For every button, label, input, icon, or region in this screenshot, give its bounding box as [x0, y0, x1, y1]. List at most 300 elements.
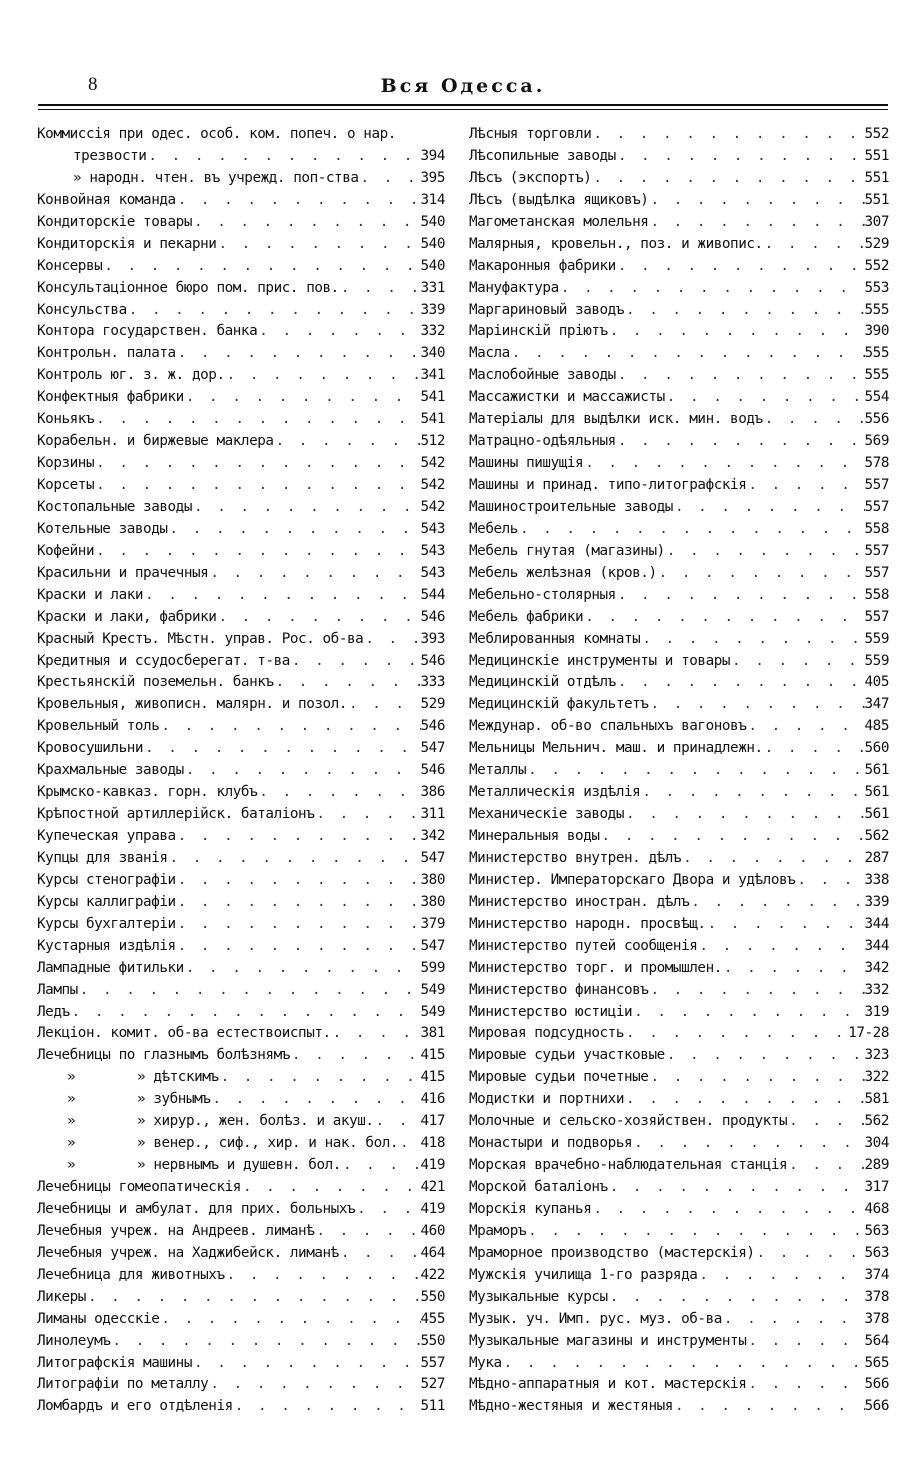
index-entry [469, 1374, 889, 1396]
leader-dots [219, 1067, 421, 1089]
entry-page-number: 551 [864, 191, 889, 208]
entry-page-number: 341 [420, 367, 445, 384]
leader-dots [78, 980, 421, 1002]
entry-page-number: 581 [864, 1091, 889, 1108]
index-entry [469, 914, 889, 936]
entry-label: Крестьянскій поземельн. банкъ [37, 674, 274, 691]
leader-dots [640, 629, 864, 651]
page-number: 8 [88, 74, 98, 95]
leader-dots [632, 1133, 864, 1155]
entry-label: Министерство народн. просвѣщ. [469, 915, 706, 932]
entry-label: Коньякъ [37, 411, 95, 428]
entry-label: Морской баталіонъ [469, 1179, 608, 1195]
index-entry [37, 1045, 445, 1067]
index-entry [37, 343, 445, 365]
entry-page-number: 569 [864, 433, 889, 450]
entry-label: Лечебница для животныхъ [37, 1266, 225, 1283]
entry-label: Ледъ [37, 1003, 70, 1020]
leader-dots [374, 1111, 421, 1133]
leader-dots [648, 1067, 864, 1089]
entry-label: Лѣсъ (экспортъ) [469, 169, 592, 186]
leader-dots [591, 124, 864, 146]
entry-page-number: 542 [420, 498, 445, 515]
leader-dots [624, 804, 865, 826]
leader-dots [168, 848, 421, 870]
entry-page-number: 332 [420, 323, 445, 340]
entry-page-number: 405 [864, 674, 889, 691]
entry-page-number: 347 [864, 696, 889, 713]
leader-dots [624, 300, 865, 322]
index-entry [469, 1199, 889, 1221]
index-entry [469, 453, 889, 475]
entry-label: Лечебницы и амбулат. для прих. больныхъ [37, 1200, 356, 1217]
entry-page-number: 543 [420, 542, 445, 559]
leader-dots [102, 256, 420, 278]
index-entry [37, 519, 445, 541]
index-entry [469, 541, 889, 563]
entry-label: Музык. уч. Имп. рус. муз. об-ва [469, 1310, 722, 1327]
entry-label: Министерство финансовъ [469, 981, 649, 998]
entry-label: Модистки и портнихи [469, 1091, 624, 1108]
entry-page-number: 566 [864, 1398, 889, 1415]
index-entry [469, 387, 889, 409]
index-entry [469, 585, 889, 607]
leader-dots [746, 716, 864, 738]
index-entry [37, 1331, 445, 1353]
entry-page-number: 17-28 [848, 1025, 889, 1042]
entry-page-number: 599 [420, 959, 445, 976]
leader-dots [192, 212, 421, 234]
entry-page-number: 558 [864, 520, 889, 537]
index-entry [469, 1243, 889, 1265]
entry-label: Малярныя, кровельн., поз. и живопис. [469, 235, 763, 252]
entry-page-number: 317 [864, 1179, 889, 1195]
leader-dots [763, 409, 865, 431]
index-entry [469, 804, 889, 826]
leader-dots [787, 1155, 864, 1177]
leader-dots [192, 1353, 421, 1375]
entry-page-number: 380 [420, 871, 445, 888]
index-entry [37, 1089, 445, 1111]
index-entry [469, 1111, 889, 1133]
entry-page-number: 339 [864, 893, 889, 910]
entry-label: Макаронныя фабрики [469, 257, 616, 274]
index-entry [37, 848, 445, 870]
index-entry [37, 431, 445, 453]
entry-page-number: 541 [420, 389, 445, 406]
leader-dots [176, 936, 421, 958]
index-entry [37, 212, 445, 234]
leader-dots [746, 1374, 864, 1396]
entry-label: Костопальные заводы [37, 498, 192, 515]
leader-dots [510, 343, 865, 365]
entry-label: Красильни и прачечныя [37, 564, 209, 581]
entry-page-number: 540 [420, 235, 445, 252]
leader-dots [176, 190, 421, 212]
entry-sublabel: » нервнымъ и душевн. бол. [137, 1157, 341, 1174]
index-entry [37, 1111, 445, 1133]
entry-label: Мѣдно-аппаратныя и кот. мастерскія [469, 1376, 747, 1393]
entry-page-number: 311 [420, 806, 445, 823]
entry-page-number: 549 [420, 1003, 445, 1020]
index-entry [37, 453, 445, 475]
index-entry [37, 387, 445, 409]
index-entry [469, 519, 889, 541]
leader-dots [257, 782, 420, 804]
entry-page-number: 378 [864, 1288, 889, 1305]
entry-page-number: 559 [864, 630, 889, 647]
entry-page-number: 557 [864, 608, 889, 625]
entry-label: Корабельн. и биржевые маклера [37, 433, 274, 450]
entry-page-number: 342 [420, 828, 445, 844]
entry-page-number: 552 [864, 257, 889, 274]
leader-dots [339, 1243, 421, 1265]
index-entry [37, 1396, 445, 1418]
entry-page-number: 322 [864, 1069, 889, 1086]
entry-label: Кредитныя и ссудосберегат. т-ва [37, 652, 290, 669]
leader-dots [665, 541, 865, 563]
entry-page-number: 550 [420, 1332, 445, 1349]
entry-label: Мужскія училища 1-го разряда [469, 1266, 698, 1283]
entry-label: Кровельныя, живописн. малярн. и позол. [37, 696, 347, 713]
leader-dots [722, 958, 865, 980]
entry-page-number: 455 [420, 1310, 445, 1327]
leader-dots [526, 760, 864, 782]
index-entry [469, 1133, 889, 1155]
entry-label: Междунар. об-во спальныхъ вагоновъ [469, 718, 747, 735]
entry-label: Коммиссія при одес. особ. ком. попеч. о нар. [37, 126, 396, 142]
entry-page-number: 378 [864, 1310, 889, 1327]
entry-page-number: 332 [864, 981, 889, 998]
entry-label: Медицинскіе инструменты и товары [469, 652, 731, 669]
entry-label: Магометанская молельня [469, 213, 649, 230]
leader-dots [331, 1023, 421, 1045]
entry-page-number: 418 [420, 1135, 445, 1152]
entry-page-number: 419 [420, 1157, 445, 1174]
index-entry [37, 190, 445, 212]
entry-label: Кондиторскіе товары [37, 213, 192, 230]
entry-label: Котельные заводы [37, 520, 168, 537]
entry-label: Лампы [37, 981, 78, 998]
entry-label [67, 1133, 398, 1155]
index-entry [37, 804, 445, 826]
index-entry [37, 1353, 445, 1375]
entry-page-number: 557 [864, 477, 889, 493]
index-entry [37, 651, 445, 673]
leader-dots [559, 278, 865, 300]
index-entry [469, 321, 889, 343]
ditto-mark: » [67, 1113, 76, 1130]
ditto-mark: » [67, 1157, 76, 1174]
index-entry [37, 958, 445, 980]
leader-dots [94, 541, 420, 563]
index-entry [469, 1002, 889, 1024]
entry-page-number: 527 [420, 1376, 445, 1393]
leader-dots [722, 1309, 865, 1331]
entry-label: Ликеры [37, 1288, 86, 1305]
index-entry [469, 431, 889, 453]
entry-page-number: 540 [420, 257, 445, 274]
entry-page-number: 333 [420, 674, 445, 691]
entry-label: Линолеумъ [37, 1332, 111, 1349]
entry-page-number: 562 [864, 828, 889, 844]
leader-dots [502, 1353, 865, 1375]
entry-label: Мельницы Мельнич. маш. и принадлежн. [469, 740, 763, 757]
entry-page-number: 415 [420, 1069, 445, 1086]
leader-dots [681, 848, 864, 870]
entry-page-number: 415 [420, 1047, 445, 1064]
entry-label: Контрольн. палата [37, 345, 176, 362]
entry-label: Мировая подсудность [469, 1025, 624, 1042]
leader-dots [233, 1396, 421, 1418]
leader-dots [274, 672, 421, 694]
leader-dots [314, 804, 420, 826]
leader-dots [591, 168, 864, 190]
index-entry [469, 124, 889, 146]
leader-dots [110, 1331, 420, 1353]
index-entry [37, 1002, 445, 1024]
entry-label: Конфектныя фабрики [37, 389, 184, 406]
entry-page-number: 344 [864, 915, 889, 932]
entry-label: Курсы стенографіи [37, 871, 176, 888]
entry-label: Министерство путей сообщенія [469, 937, 698, 954]
entry-label: Курсы каллиграфіи [37, 893, 176, 910]
entry-label: Министерство юстиціи [469, 1003, 633, 1020]
index-entry [469, 782, 889, 804]
index-entry [469, 212, 889, 234]
entry-label: Мировые судьи почетные [469, 1069, 649, 1086]
entry-page-number: 561 [864, 806, 889, 823]
index-entry [469, 738, 889, 760]
entry-label: Морская врачебно-наблюдательная станція [469, 1157, 788, 1174]
entry-label: Контроль юг. з. ж. дор. [37, 367, 225, 384]
entry-label: Масла [469, 345, 510, 362]
leader-dots [763, 738, 865, 760]
index-entry [469, 936, 889, 958]
index-entry [469, 365, 889, 387]
leader-dots [143, 585, 420, 607]
leader-dots [583, 453, 864, 475]
entry-page-number: 565 [864, 1354, 889, 1371]
entry-label: Министерство внутрен. дѣлъ [469, 849, 682, 866]
index-entry [37, 365, 445, 387]
index-entry [37, 146, 445, 168]
entry-label: Крѣпостной артиллерійск. баталіонъ [37, 806, 315, 823]
index-entry [469, 1331, 889, 1353]
index-entry [469, 607, 889, 629]
entry-page-number: 395 [420, 169, 445, 186]
leader-dots [146, 146, 420, 168]
entry-page-number: 511 [420, 1398, 445, 1415]
entry-label: Мебель гнутая (магазины) [469, 542, 665, 559]
entry-label: Мраморъ [469, 1222, 527, 1239]
entry-page-number: 338 [864, 871, 889, 888]
leader-dots [591, 1199, 864, 1221]
leader-dots [192, 497, 421, 519]
entry-page-number: 550 [420, 1288, 445, 1305]
entry-label: Матеріалы для выдѣлки иск. мин. водъ [469, 411, 763, 428]
entry-label: Кондиторскія и пекарни [37, 235, 217, 252]
index-entry [469, 278, 889, 300]
leader-dots [755, 1243, 865, 1265]
entry-page-number: 547 [420, 740, 445, 757]
index-entry [37, 300, 445, 322]
entry-label: Машины и принад. типо-литографскія [469, 477, 747, 493]
index-entry [469, 1023, 889, 1045]
entry-label: Лѣсъ (выдѣлка ящиковъ) [469, 191, 649, 208]
entry-label [67, 1111, 374, 1133]
leader-dots [127, 300, 421, 322]
entry-page-number: 460 [420, 1222, 445, 1239]
entry-page-number: 558 [864, 586, 889, 603]
leader-dots [176, 892, 421, 914]
entry-page-number: 563 [864, 1244, 889, 1261]
index-entry [469, 190, 889, 212]
entry-page-number: 551 [864, 169, 889, 186]
index-entry [37, 914, 445, 936]
index-entry [469, 1265, 889, 1287]
index-entry [469, 343, 889, 365]
leader-dots [176, 914, 421, 936]
entry-label: Мраморное производство (мастерскія) [469, 1244, 755, 1261]
index-entry [469, 958, 889, 980]
index-entry [37, 694, 445, 716]
entry-page-number: 546 [420, 652, 445, 669]
index-entry [37, 782, 445, 804]
entry-label: Конвойная команда [37, 191, 176, 208]
index-entry [37, 936, 445, 958]
index-entry [37, 892, 445, 914]
index-entry [469, 1396, 889, 1418]
entry-label: Монастыри и подворья [469, 1135, 633, 1152]
leader-dots [314, 1221, 420, 1243]
index-entry [37, 716, 445, 738]
entry-page-number: 394 [420, 147, 445, 164]
index-entry [37, 256, 445, 278]
entry-sublabel: » хирур., жен. болѣз. и акуш. [137, 1113, 374, 1130]
entry-page-number: 340 [420, 345, 445, 362]
index-entry [37, 1067, 445, 1089]
leader-dots [216, 607, 420, 629]
leader-dots [347, 694, 421, 716]
leader-dots [176, 826, 421, 848]
leader-dots [518, 519, 865, 541]
leader-dots [176, 343, 421, 365]
entry-page-number: 374 [864, 1266, 889, 1283]
index-entry [469, 234, 889, 256]
leader-dots [184, 958, 421, 980]
entry-page-number: 417 [420, 1113, 445, 1130]
entry-page-number: 323 [864, 1047, 889, 1064]
index-entry [37, 563, 445, 585]
entry-label: Консервы [37, 257, 103, 274]
entry-label: Лечебницы по глазнымъ болѣзнямъ [37, 1047, 290, 1064]
index-entry [37, 475, 445, 497]
entry-label: Лѣсныя торговли [469, 126, 592, 142]
index-entry [37, 124, 445, 146]
entry-page-number: 529 [864, 235, 889, 252]
leader-dots [168, 519, 421, 541]
leader-dots [355, 1199, 420, 1221]
leader-dots [689, 892, 864, 914]
entry-page-number: 561 [864, 762, 889, 779]
entry-page-number: 419 [420, 1200, 445, 1217]
entry-page-number: 422 [420, 1266, 445, 1283]
entry-label: Министер. Императорскаго Двора и удѣловъ [469, 871, 796, 888]
entry-page-number: 555 [864, 367, 889, 384]
entry-page-number: 546 [420, 718, 445, 735]
index-entry [469, 168, 889, 190]
entry-page-number: 557 [864, 498, 889, 515]
index-entry [37, 321, 445, 343]
ditto-mark: » [67, 1135, 76, 1152]
entry-page-number: 485 [864, 718, 889, 735]
leader-dots [706, 914, 865, 936]
entry-page-number: 562 [864, 1113, 889, 1130]
leader-dots [339, 278, 421, 300]
entry-label [67, 1089, 210, 1111]
entry-label: Лѣсопильные заводы [469, 147, 616, 164]
entry-label: Медицинскій факультетъ [469, 696, 649, 713]
entry-page-number: 541 [420, 411, 445, 428]
leader-dots [274, 431, 421, 453]
index-entry [469, 409, 889, 431]
entry-page-number: 566 [864, 1376, 889, 1393]
index-entry [37, 541, 445, 563]
leader-dots [673, 1396, 865, 1418]
leader-dots [665, 1045, 865, 1067]
entry-page-number: 556 [864, 411, 889, 428]
entry-label: Корзины [37, 455, 95, 472]
entry-label: Музыкальные магазины и инструменты [469, 1332, 747, 1349]
leader-dots [290, 1045, 421, 1067]
entry-label: Машины пишущія [469, 455, 584, 472]
leader-dots [583, 607, 864, 629]
index-entry [37, 497, 445, 519]
entry-page-number: 344 [864, 937, 889, 954]
index-entry [37, 1199, 445, 1221]
index-entry [469, 475, 889, 497]
leader-dots [763, 234, 865, 256]
index-entry [469, 146, 889, 168]
leader-dots [159, 716, 420, 738]
leader-dots [657, 563, 865, 585]
index-entry [469, 760, 889, 782]
leader-dots [210, 1089, 420, 1111]
leader-dots [216, 234, 420, 256]
entry-label: Мебель желѣзная (кров.) [469, 564, 657, 581]
entry-page-number: 563 [864, 1222, 889, 1239]
entry-label: Курсы бухгалтеріи [37, 915, 176, 932]
leader-dots [632, 1002, 864, 1024]
entry-label: Краски и лаки, фабрики [37, 608, 217, 625]
leader-dots [363, 629, 420, 651]
entry-label: Минеральныя воды [469, 828, 600, 844]
entry-page-number: 289 [864, 1157, 889, 1174]
index-entry [469, 1067, 889, 1089]
entry-page-number: 529 [420, 696, 445, 713]
index-entry [37, 1023, 445, 1045]
leader-dots [648, 694, 864, 716]
entry-page-number: 561 [864, 784, 889, 801]
leader-dots [257, 321, 420, 343]
entry-label: Литографіи по металлу [37, 1376, 209, 1393]
leader-dots [616, 365, 865, 387]
entry-label: Мебель фабрики [469, 608, 584, 625]
leader-dots [94, 453, 420, 475]
entry-label: Металлическія издѣлія [469, 784, 641, 801]
leader-dots [616, 256, 865, 278]
